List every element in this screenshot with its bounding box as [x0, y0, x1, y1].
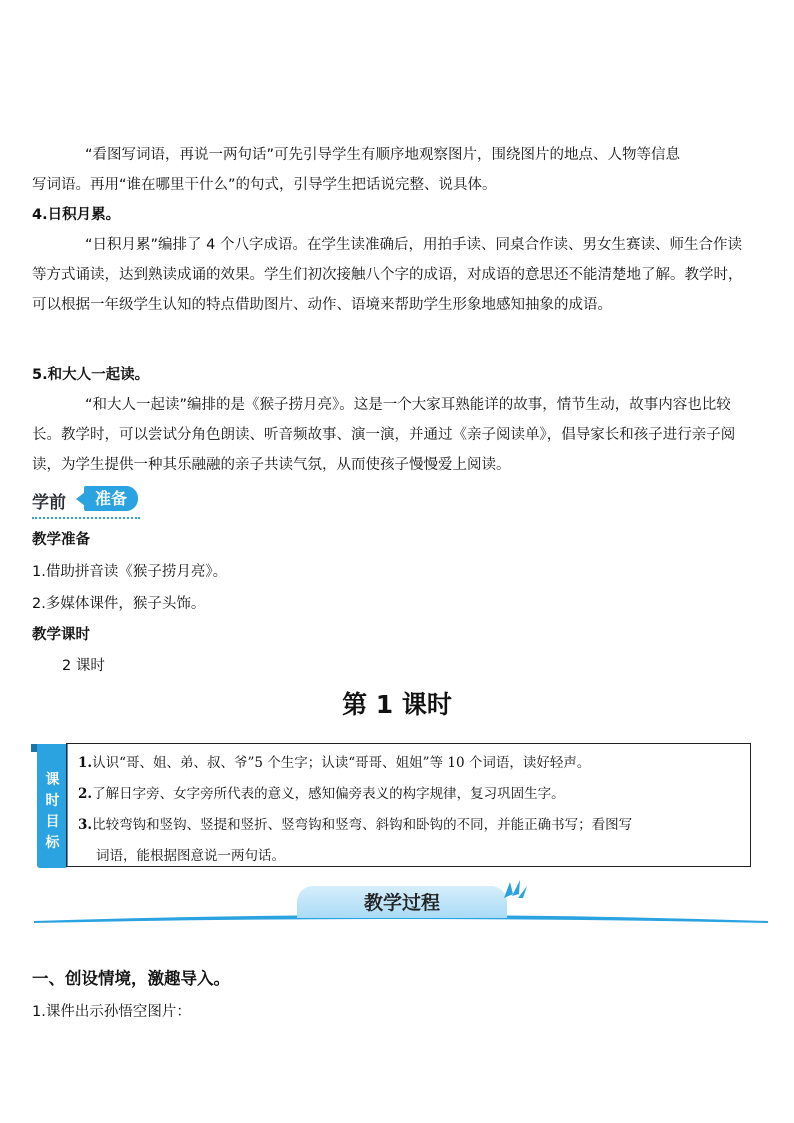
badge-left-label: 学前	[32, 493, 66, 513]
tab-char: 目	[45, 814, 60, 830]
objective-item: 3.比较弯钩和竖钩、竖提和竖折、竖弯钩和竖弯、斜钩和卧钩的不同，并能正确书写；看图写	[78, 817, 633, 833]
intro-line-2: 写词语。再用“谁在哪里干什么”的句式，引导学生把话说完整、说具体。	[32, 177, 497, 193]
banner-title: 教学过程	[363, 892, 440, 914]
prep-item-1: 1.借助拼音读《猴子捞月亮》。	[32, 564, 228, 580]
part1-item-1: 1.课件出示孙悟空图片：	[32, 1004, 191, 1020]
tab-char: 标	[45, 835, 60, 851]
intro-line-1: “看图写词语，再说一两句话”可先引导学生有顺序地观察图片，围绕图片的地点、人物等信息	[85, 147, 681, 163]
section4-heading: 4.日积月累。	[32, 207, 121, 223]
section5-heading: 5.和大人一起读。	[32, 367, 150, 383]
hours-heading: 教学课时	[32, 627, 90, 643]
hours-value: 2 课时	[62, 658, 105, 674]
tab-char: 课	[45, 772, 60, 788]
prep-heading: 教学准备	[32, 532, 90, 548]
intro-paragraph	[32, 140, 754, 200]
objectives-list	[78, 748, 743, 872]
lesson-title: 第 1 课时	[342, 690, 452, 719]
part1-heading: 一、创设情境，激趣导入。	[32, 969, 230, 988]
objective-item: 1.认识“哥、姐、弟、叔、爷”5 个生字；认读“哥哥、姐姐”等 10 个词语，读好轻声。	[78, 755, 591, 771]
section4-body: “日积月累”编排了 4 个八字成语。在学生读准确后，用拍手读、同桌合作读、男女生赛读、师生合作读等方式诵读，达到熟读成诵的效果。学生们初次接触八个字的成语，对成语的意思还不能清楚地了解。教学时，可以根据一年级学生认知的特点借助图片、动作、语境来帮助学生形象地感知抽象的成语。	[32, 237, 743, 313]
tab-char: 时	[45, 793, 60, 809]
objectives-tab-label	[37, 770, 68, 854]
splash-icon	[500, 876, 530, 902]
objective-item: 2.了解日字旁、女字旁所代表的意义，感知偏旁表义的构字规律，复习巩固生字。	[78, 786, 565, 802]
prep-item-2: 2.多媒体课件，猴子头饰。	[32, 596, 206, 612]
prep-section-badge	[32, 484, 142, 520]
badge-underline	[32, 517, 140, 519]
badge-right-label: 准备	[84, 486, 138, 511]
objective-item-continuation: 词语，能根据图意说一两句话。	[96, 848, 285, 864]
section5-body: “和大人一起读”编排的是《猴子捞月亮》。这是一个大家耳熟能详的故事，情节生动，故事内容也比较长。教学时，可以尝试分角色朗读、听音频故事、演一演，并通过《亲子阅读单》，倡导家长和孩子进行亲子阅读，为学生提供一种其乐融融的亲子共读气氛，从而使孩子慢慢爱上阅读。	[32, 397, 736, 473]
